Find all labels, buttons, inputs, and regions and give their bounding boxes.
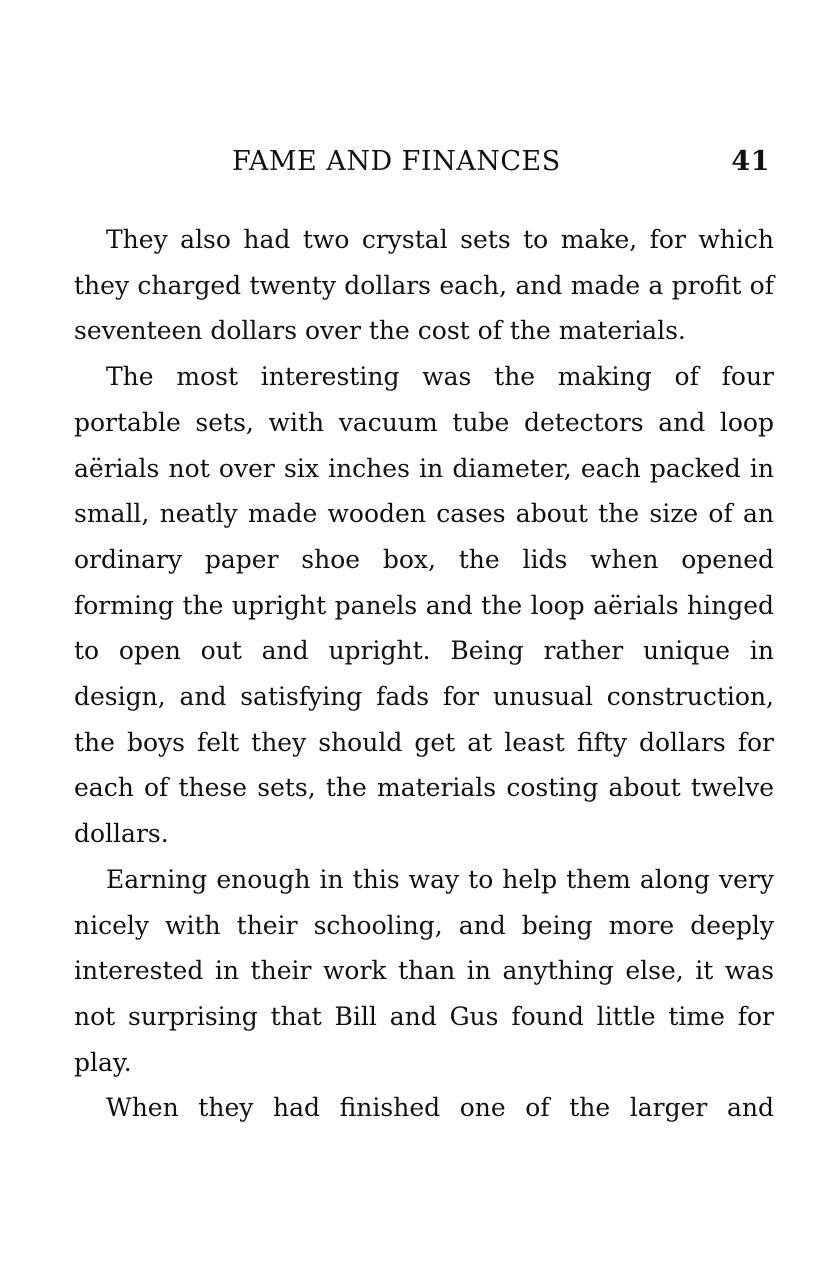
paragraph-2: The most interesting was the making of four portable sets, with vacuum tube detectors and loop aërials not over six inches in diameter, each packed in small, neatly made wooden cases about the size of an ordinary paper shoe box, the lids when opened forming the upright panels and the loop aërials hinged to open out and upright. Being rather unique in design, and satisfying fads for unusual construction, the boys felt they should get at least fifty dollars for each of these sets, the materials costing about twelve dollars. xyxy=(74,362,774,849)
paragraph-1: They also had two crystal sets to make, for which they charged twenty dollars each, and made a profit of seventeen dollars over the cost of the materials. xyxy=(74,225,774,346)
paragraph-3: Earning enough in this way to help them along very nicely with their schooling, and being more deeply interested in their work than in anything else, it was not surprising that Bill and Gus found little time for play. xyxy=(74,864,774,1077)
page-number: 41 xyxy=(731,146,770,177)
running-head xyxy=(232,142,770,182)
chapter-title: FAME AND FINANCES xyxy=(232,146,561,177)
body-text xyxy=(74,217,774,1131)
paragraph-4: When they had finished one of the larger and xyxy=(106,1093,774,1123)
